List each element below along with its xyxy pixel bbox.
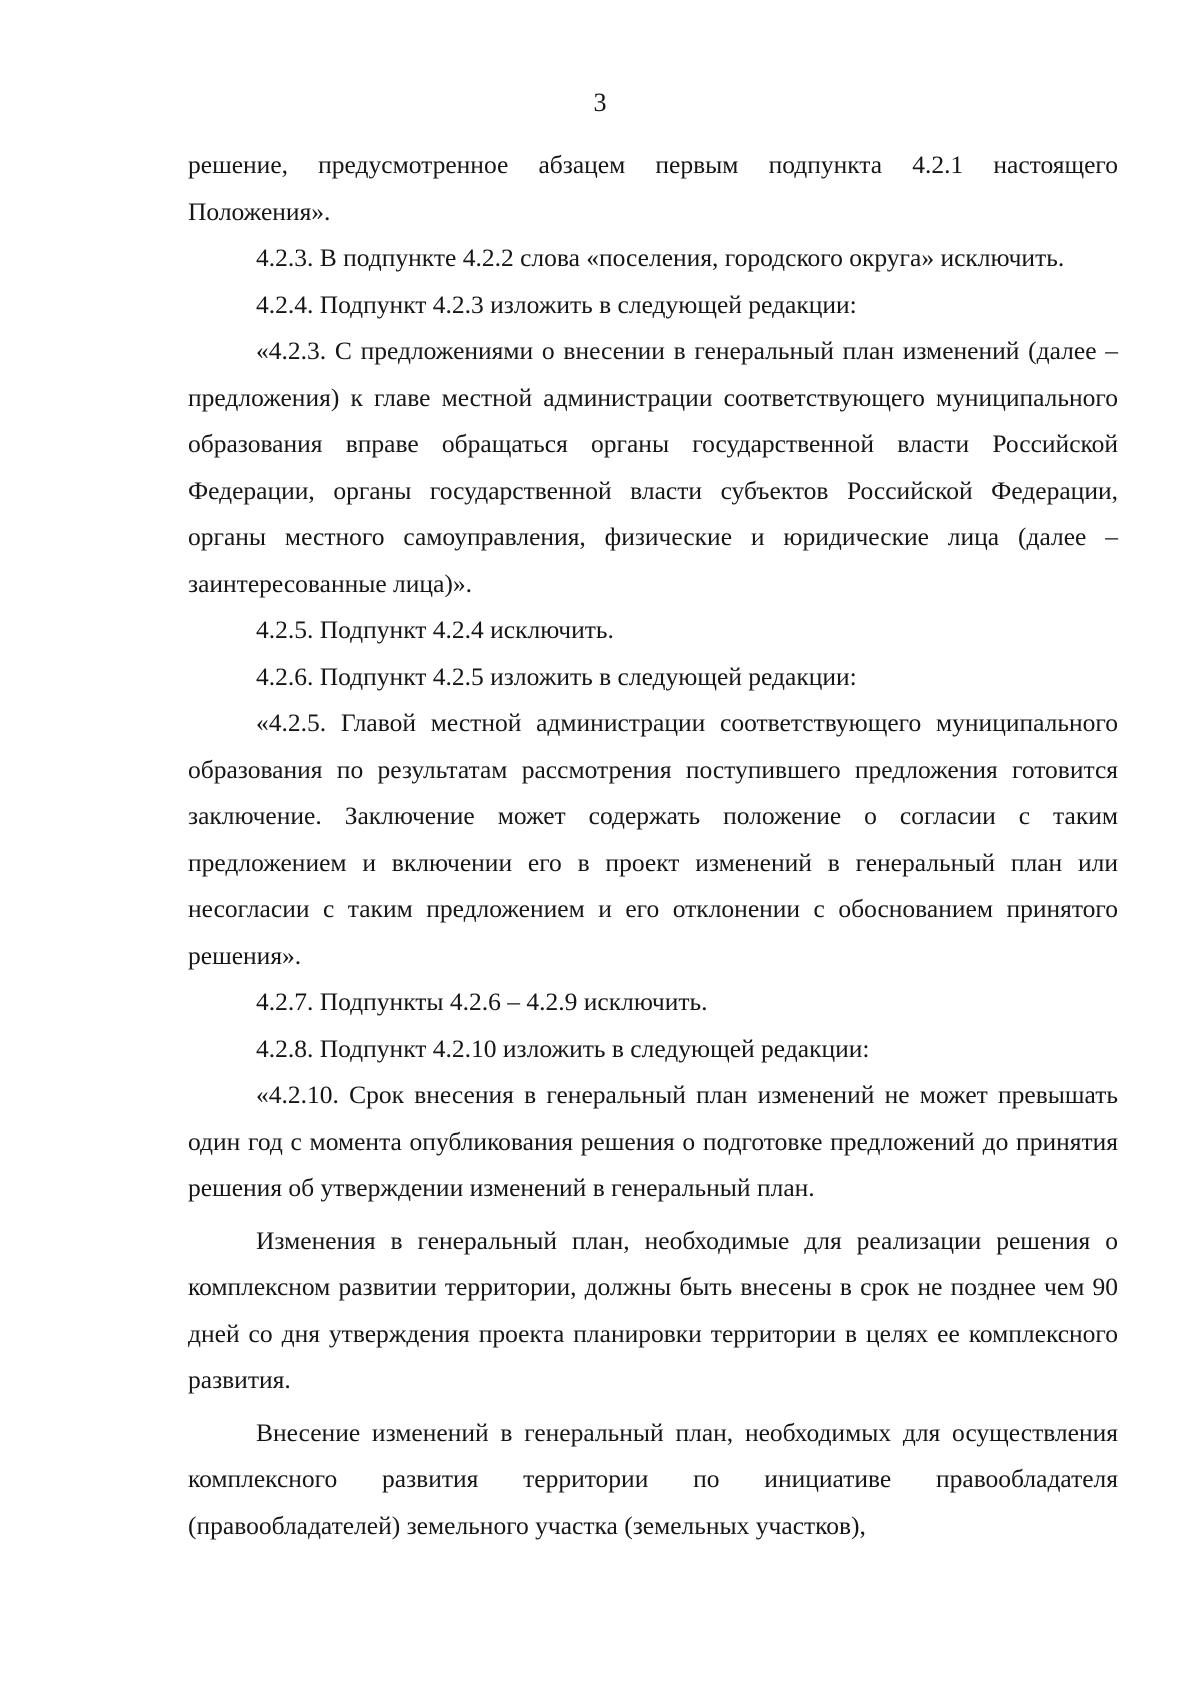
paragraph-quote-4-2-3: «4.2.3. С предложениями о внесении в генеральный план изменений (далее – предложения) к главе местной администрации соответствующего муниципального образования вправе обращаться органы государственной власти Российской Федерации, органы государственной власти субъектов Российской Федерации, органы местного самоуправления, физические и юридические лица (далее – заинтересованные лица)». xyxy=(188,336,1118,598)
paragraph-quote-4-2-5: «4.2.5. Главой местной администрации соответствующего муниципального образования по результатам рассмотрения поступившего предложения готовится заключение. Заключение может содержать положение о согласии с таким предложением и включении его в проект изменений в генеральный план или несогласии с таким предложением и его отклонении с обоснованием принятого решения». xyxy=(188,708,1118,970)
paragraph-4-2-5: 4.2.5. Подпункт 4.2.4 исключить. xyxy=(256,615,614,644)
paragraph-4-2-7: 4.2.7. Подпункты 4.2.6 – 4.2.9 исключить. xyxy=(256,987,708,1016)
paragraph-4-2-6: 4.2.6. Подпункт 4.2.5 изложить в следующей редакции: xyxy=(256,661,857,691)
paragraph-changes-implementation: Изменения в генеральный план, необходимые для реализации решения о комплексном развитии территории, должны быть внесены в срок не позднее чем 90 дней со дня утверждения проекта планировки территории в целях ее комплексного развития. xyxy=(188,1225,1118,1394)
paragraph-quote-4-2-10: «4.2.10. Срок внесения в генеральный план изменений не может превышать один год с момента опубликования решения о подготовке предложений до принятия решения об утверждении изменений в генеральный план. xyxy=(188,1080,1118,1202)
paragraph-4-2-8: 4.2.8. Подпункт 4.2.10 изложить в следующей редакции: xyxy=(256,1033,870,1063)
paragraph-4-2-4: 4.2.4. Подпункт 4.2.3 изложить в следующей редакции: xyxy=(256,289,857,319)
paragraph-changes-initiative: Внесение изменений в генеральный план, необходимых для осуществления комплексного развития территории по инициативе правообладателя (правообладателей) земельного участка (земельных участков), xyxy=(188,1417,1118,1540)
page-number: 3 xyxy=(593,88,607,117)
paragraph-continuation: решение, предусмотренное абзацем первым подпункта 4.2.1 настоящего Положения». xyxy=(188,150,1118,226)
paragraph-4-2-3: 4.2.3. В подпункте 4.2.2 слова «поселения, городского округа» исключить. xyxy=(256,243,1065,272)
document-body xyxy=(188,142,1118,1549)
